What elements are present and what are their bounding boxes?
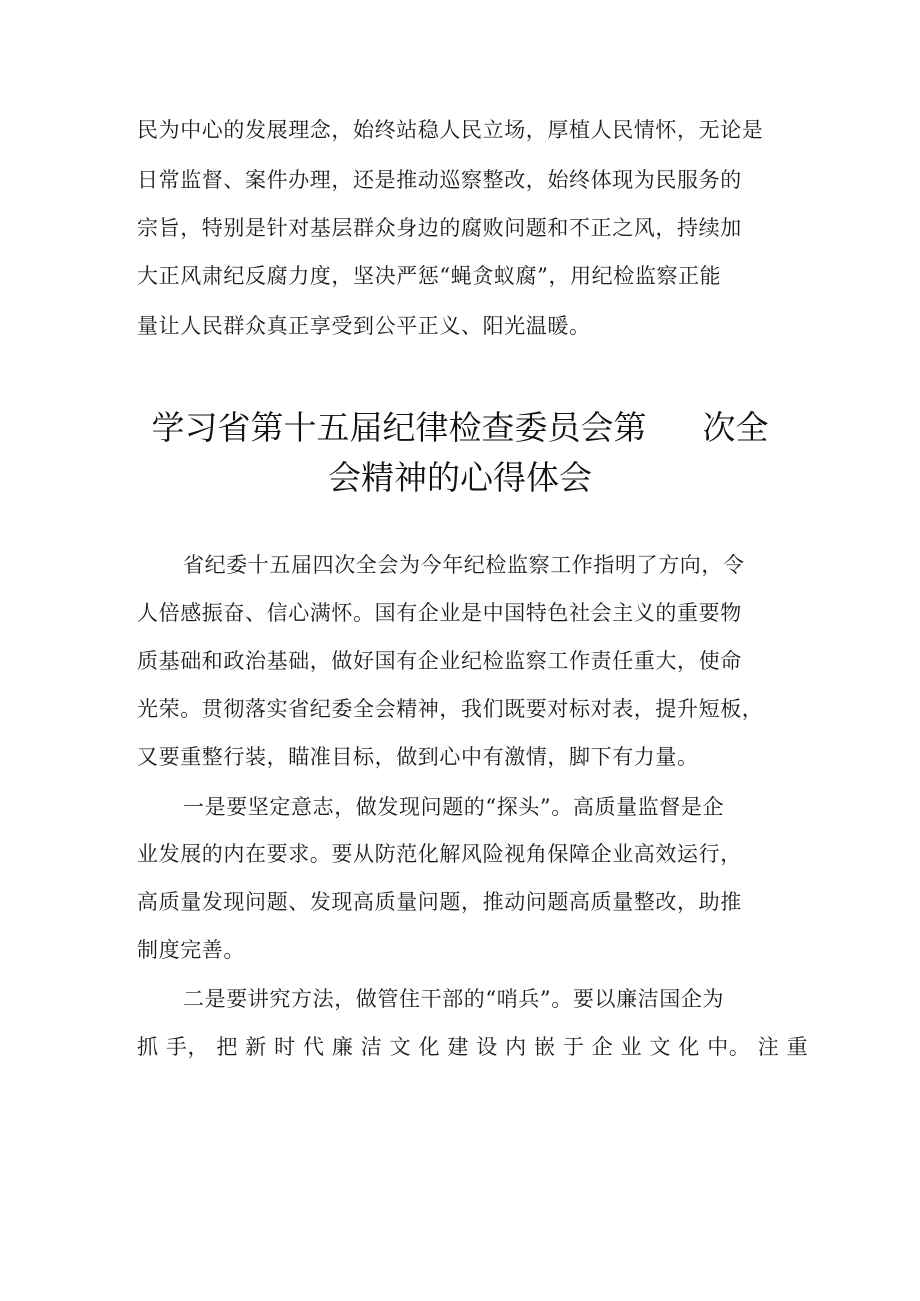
paragraph-line: 制度完善。 xyxy=(137,938,245,962)
paragraph-line: 业发展的内在要求。要从防范化解风险视角保障企业高效运行， xyxy=(137,842,742,866)
paragraph-line: 光荣。贯彻落实省纪委全会精神，我们既要对标对表，提升短板， xyxy=(137,697,764,721)
paragraph-line: 抓 手， 把 新 时 代 廉 洁 文 化 建 设 内 嵌 于 企 业 文 化 中。 注 重 xyxy=(137,1035,809,1059)
paragraph-line: 人倍感振奋、信心满怀。国有企业是中国特色社会主义的重要物 xyxy=(137,601,742,625)
paragraph-line: 高质量发现问题、发现高质量问题，推动问题高质量整改，助推 xyxy=(137,890,742,914)
paragraph-line: 民为中心的发展理念，始终站稳人民立场，厚植人民情怀，无论是 xyxy=(137,118,764,142)
paragraph-line: 宗旨，特别是针对基层群众身边的腐败问题和不正之风，持续加 xyxy=(137,216,742,240)
document-title xyxy=(100,403,820,503)
paragraph-line: 质基础和政治基础，做好国有企业纪检监察工作责任重大，使命 xyxy=(137,649,742,673)
paragraph-line: 量让人民群众真正享受到公平正义、阳光温暖。 xyxy=(137,314,591,338)
paragraph-line: 一是要坚定意志，做发现问题的“探头”。高质量监督是企 xyxy=(183,795,725,819)
paragraph-line: 二是要讲究方法，做管住干部的“哨兵”。要以廉洁国企为 xyxy=(183,987,725,1011)
paragraph-line: 日常监督、案件办理，还是推动巡察整改，始终体现为民服务的 xyxy=(137,168,742,192)
paragraph-line: 省纪委十五届四次全会为今年纪检监察工作指明了方向，令 xyxy=(183,553,745,577)
title-line-1-part-2: 次全 xyxy=(702,408,769,447)
paragraph-line: 又要重整行装，瞄准目标，做到心中有激情，脚下有力量。 xyxy=(137,745,699,769)
paragraph-line: 大正风肃纪反腐力度，坚决严惩“蝇贪蚁腐”，用纪检监察正能 xyxy=(137,264,722,288)
title-line-1 xyxy=(100,403,820,453)
title-line-1-part-1: 学习省第十五届纪律检查委员会第 xyxy=(151,408,647,447)
title-line-2: 会精神的心得体会 xyxy=(328,458,592,497)
